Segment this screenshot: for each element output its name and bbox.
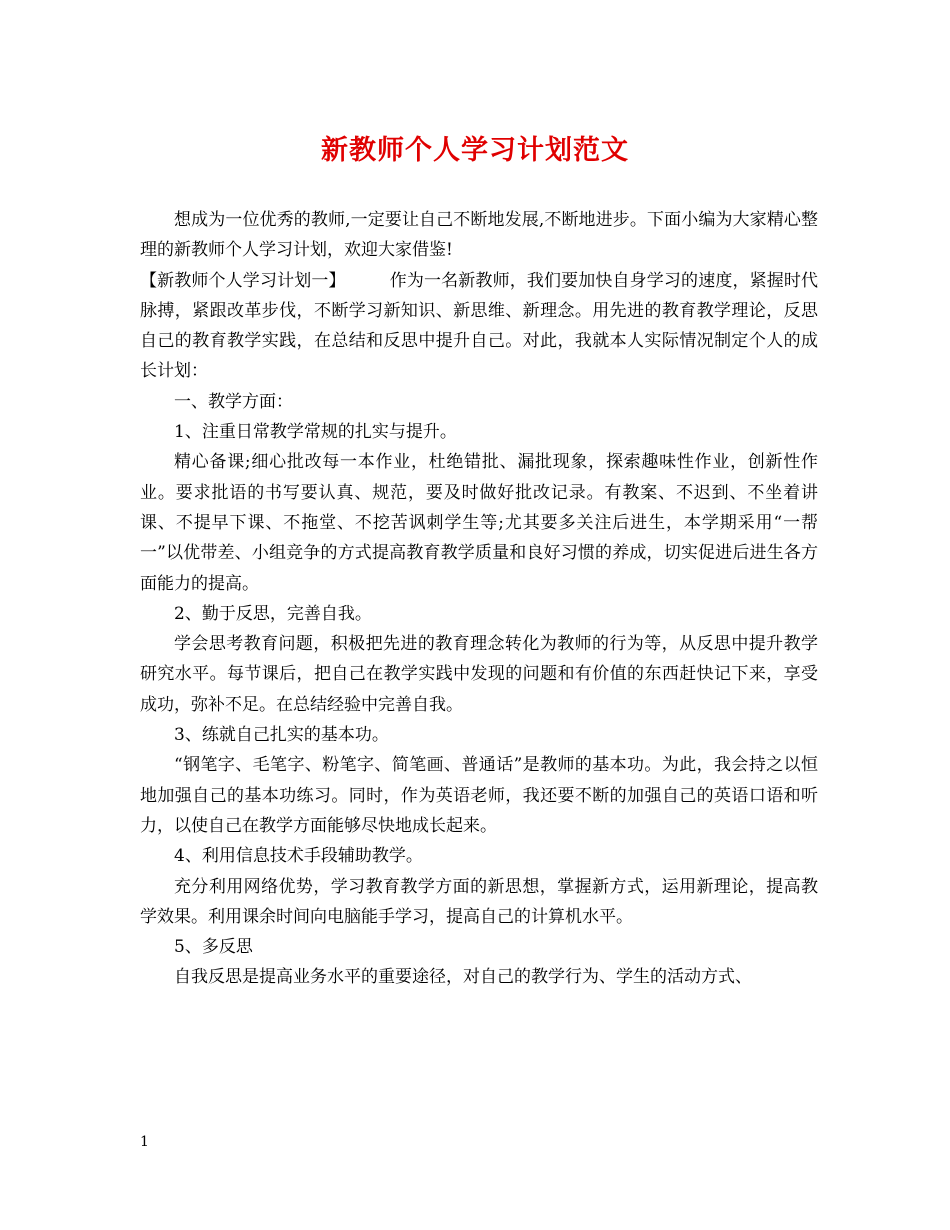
item-body-2: 学会思考教育问题，积极把先进的教育理念转化为教师的行为等，从反思中提升教学研究水平。每节课后，把自己在教学实践中发现的问题和有价值的东西赶快记下来，享受成功，弥补不足。在总结经验中完善自我。 — [140, 634, 818, 715]
item-body-3: “钢笔字、毛笔字、粉笔字、简笔画、普通话”是教师的基本功。为此，我会持之以恒地加强自己的基本功练习。同时，作为英语老师，我还要不断的加强自己的英语口语和听力，以使自己在教学方面能够尽快地成长起来。 — [140, 755, 818, 836]
item-body-4: 充分利用网络优势，学习教育教学方面的新思想，掌握新方式，运用新理论，提高教学效果。利用课余时间向电脑能手学习，提高自己的计算机水平。 — [140, 876, 818, 927]
page-title: 新教师个人学习计划范文 — [321, 135, 629, 166]
page-number: 1 — [140, 1134, 149, 1150]
section-label: 【新教师个人学习计划一】 — [140, 270, 346, 291]
intro-paragraph: 想成为一位优秀的教师,一定要让自己不断地发展,不断地进步。下面小编为大家精心整理的新教师个人学习计划，欢迎大家借鉴! — [140, 210, 818, 261]
item-heading-2: 2、勤于反思，完善自我。 — [174, 603, 372, 624]
item-body-1: 精心备课;细心批改每一本作业，杜绝错批、漏批现象，探索趣味性作业，创新性作业。要求批语的书写要认真、规范，要及时做好批改记录。有教案、不迟到、不坐着讲课、不提早下课、不拖堂、不挖苦讽刺学生等;尤其要多关注后进生，本学期采用“一帮一”以优带差、小组竞争的方式提高教育教学质量和良好习惯的养成，切实促进后进生各方面能力的提高。 — [140, 452, 818, 594]
item-heading-1: 1、注重日常教学常规的扎实与提升。 — [174, 422, 457, 443]
item-body-5: 自我反思是提高业务水平的重要途径，对自己的教学行为、学生的活动方式、 — [174, 967, 752, 988]
item-heading-3: 3、练就自己扎实的基本功。 — [174, 725, 389, 746]
plan-one-paragraph — [140, 266, 818, 387]
document-body — [140, 205, 818, 993]
item-heading-4: 4、利用信息技术手段辅助教学。 — [174, 846, 423, 867]
section-heading-teaching: 一、教学方面： — [174, 391, 293, 412]
plan-one-text: 作为一名新教师，我们要加快自身学习的速度，紧握时代脉搏，紧跟改革步伐，不断学习新知识、新思维、新理念。用先进的教育教学理论，反思自己的教育教学实践，在总结和反思中提升自己。对此，我就本人实际情况制定个人的成长计划： — [140, 270, 819, 382]
item-heading-5: 5、多反思 — [174, 937, 253, 958]
